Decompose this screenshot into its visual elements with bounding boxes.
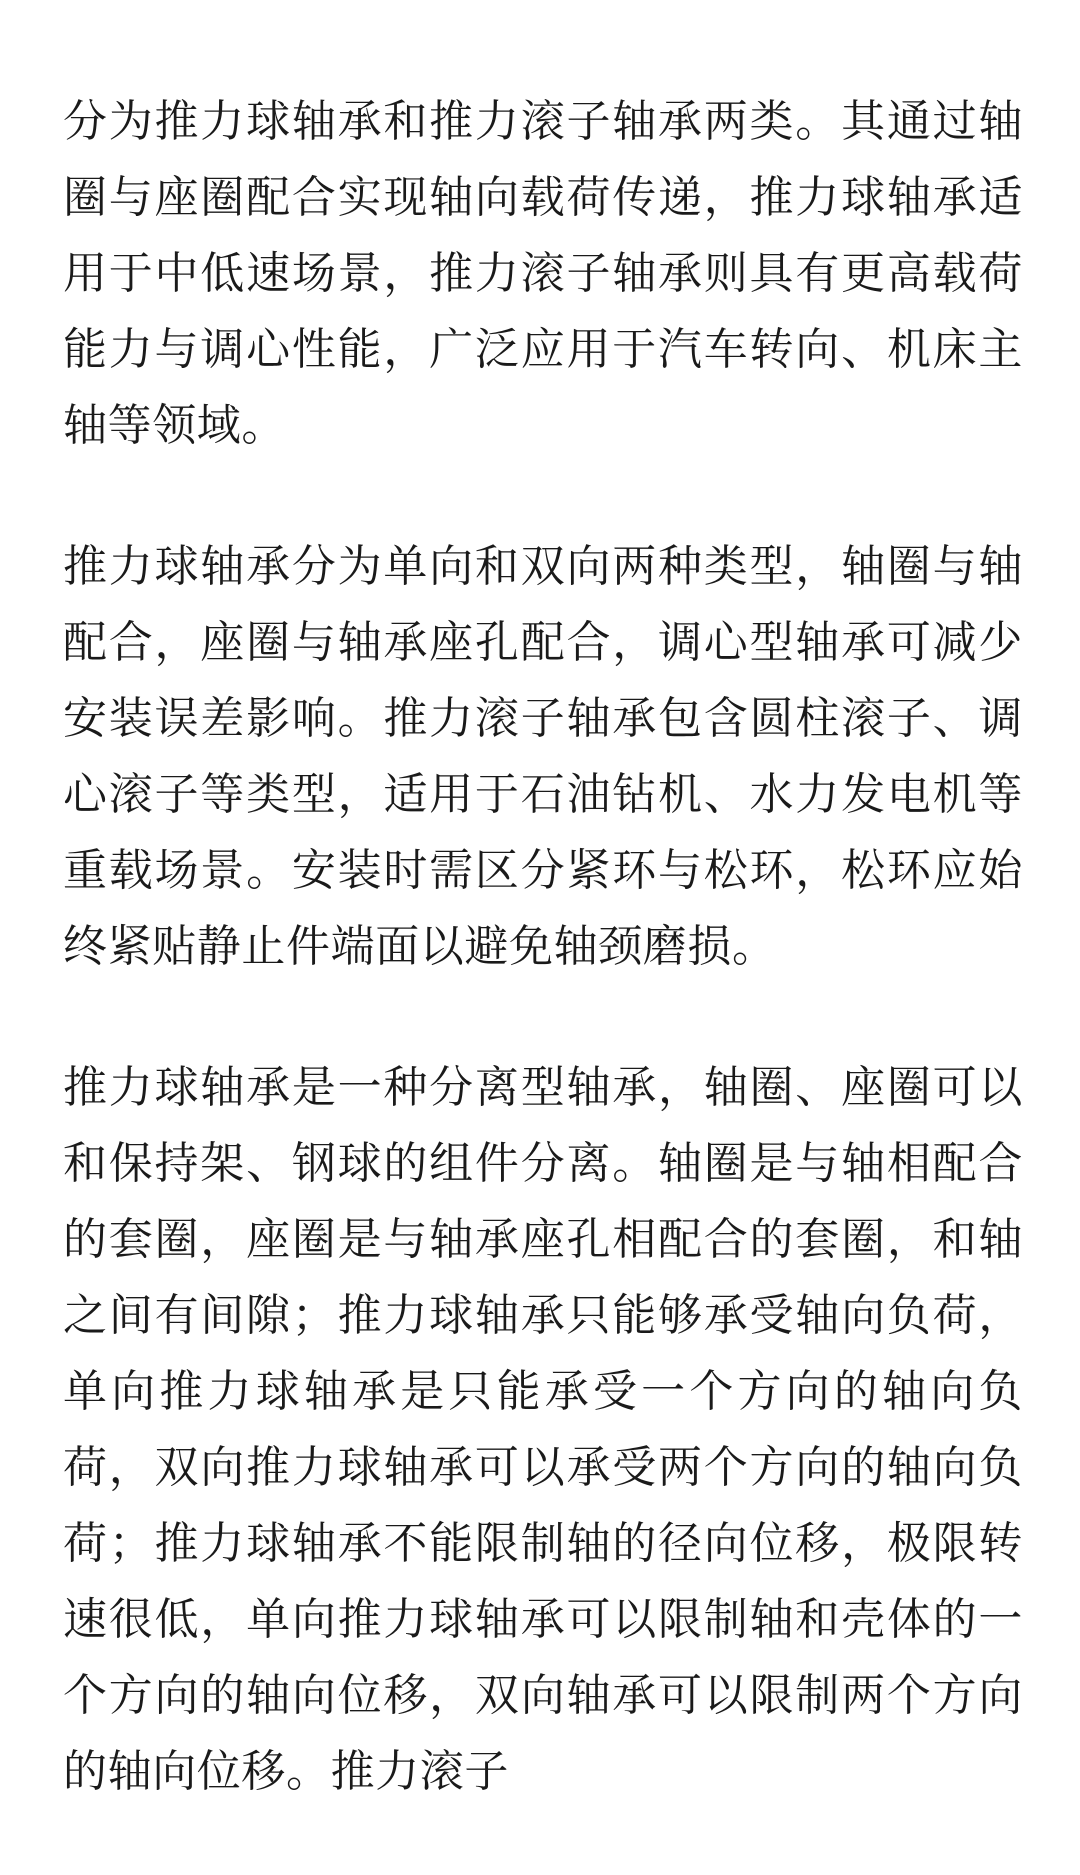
paragraph-types: 推力球轴承分为单向和双向两种类型，轴圈与轴配合，座圈与轴承座孔配合，调心型轴承可减少安装误差影响。推力滚子轴承包含圆柱滚子、调心滚子等类型，适用于石油钻机、水力发电机等重载场景。安装时需区分紧环与松环，松环应始终紧贴静止件端面以避免轴颈磨损。 [63,541,1023,972]
paragraph-intro: 分为推力球轴承和推力滚子轴承两类。其通过轴圈与座圈配合实现轴向载荷传递，推力球轴承适用于中低速场景，推力滚子轴承则具有更高载荷能力与调心性能，广泛应用于汽车转向、机床主轴等领域。 [63,96,1023,451]
paragraph-details: 推力球轴承是一种分离型轴承，轴圈、座圈可以和保持架、钢球的组件分离。轴圈是与轴相配合的套圈，座圈是与轴承座孔相配合的套圈，和轴之间有间隙；推力球轴承只能够承受轴向负荷，单向推力球轴承是只能承受一个方向的轴向负荷，双向推力球轴承可以承受两个方向的轴向负荷；推力球轴承不能限制轴的径向位移，极限转速很低，单向推力球轴承可以限制轴和壳体的一个方向的轴向位移，双向轴承可以限制两个方向的轴向位移。推力滚子 [63,1062,1023,1797]
article-body [63,84,1023,1875]
